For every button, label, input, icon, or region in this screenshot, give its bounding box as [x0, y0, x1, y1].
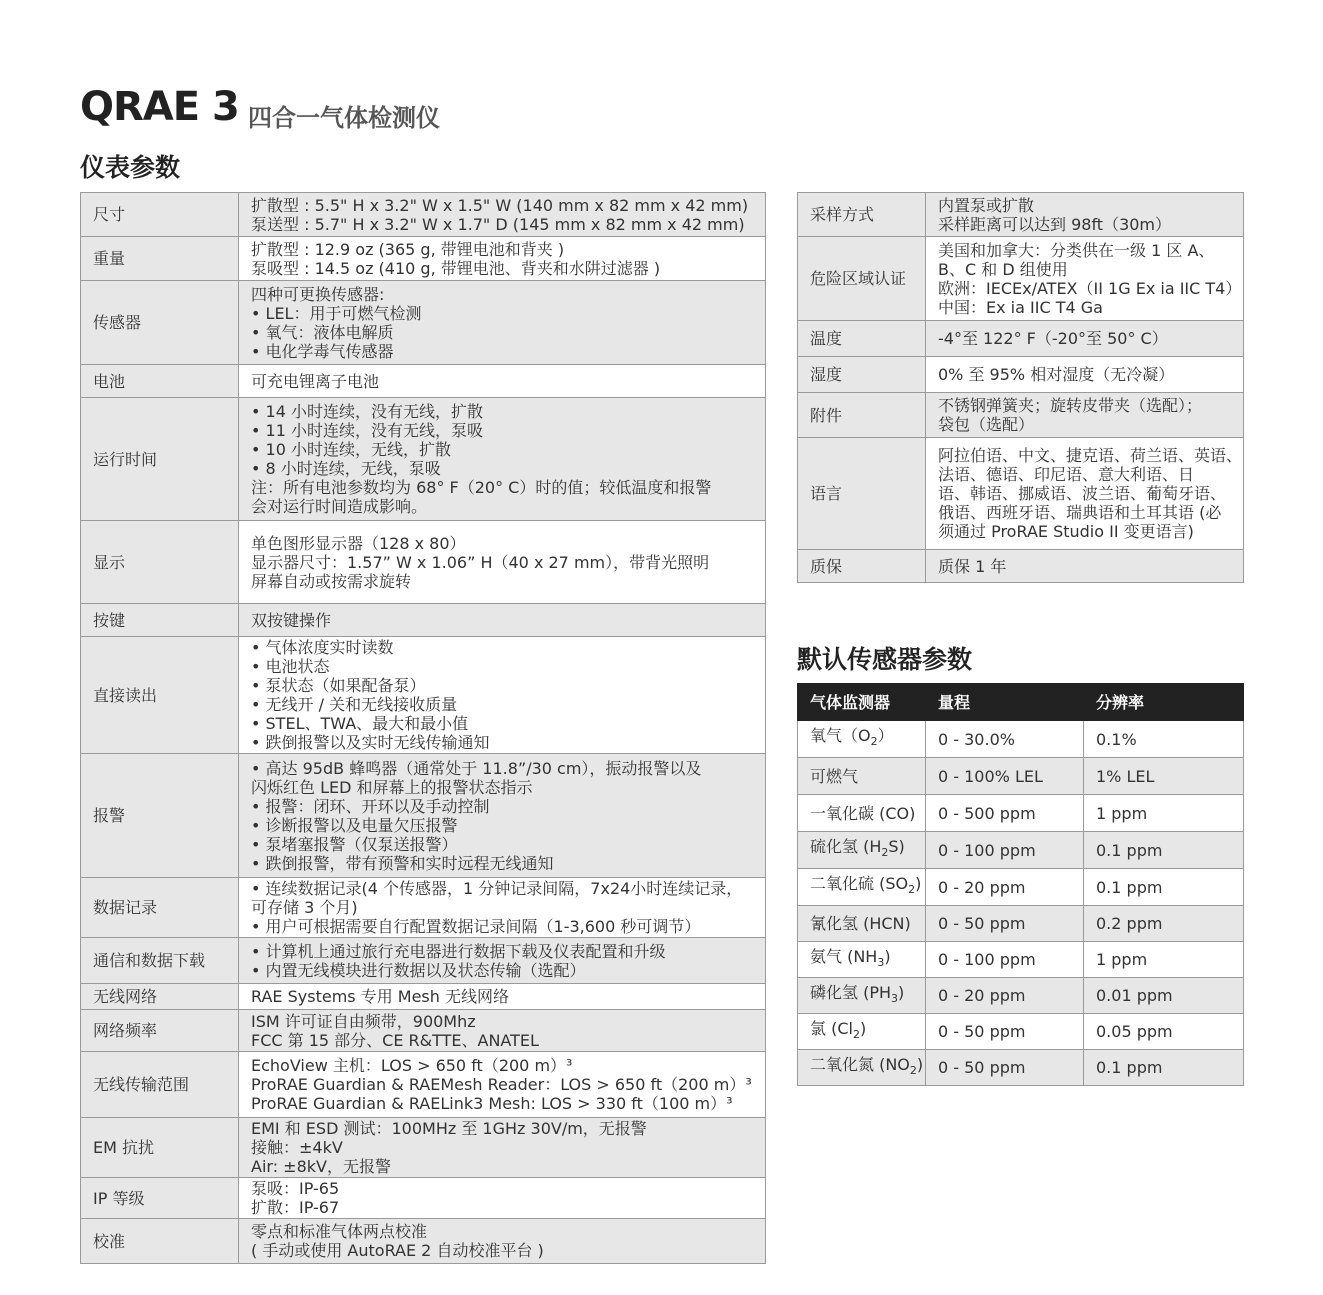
specs_right-value-line: 内置泵或扩散 — [938, 195, 1035, 215]
sensor-row — [798, 1050, 1244, 1086]
specs_left-value — [239, 984, 766, 1010]
specs_right-value — [926, 237, 1244, 321]
specs-section-title: 仪表参数 — [80, 153, 181, 182]
sensor-gas-subscript: 2 — [870, 735, 878, 749]
specs_left-value — [239, 237, 766, 281]
specs_right-label: 湿度 — [798, 357, 926, 393]
specs_left-value-line: ProRAE Guardian & RAELink3 Mesh: LOS > 330 ft（100 m）³ — [251, 1094, 733, 1113]
specs_left-row — [81, 1178, 766, 1219]
specs_left-value — [239, 637, 766, 754]
specs_left-value-line: 闪烁红色 LED 和屏幕上的报警状态指示 — [251, 777, 533, 797]
specs_left-value-line: 可存储 3 个月) — [251, 898, 358, 917]
sensor-resolution: 0.1% — [1084, 721, 1244, 758]
specs_left-value-line: • 报警：闭环、开环以及手动控制 — [251, 796, 490, 816]
specs_left-label: 网络频率 — [81, 1010, 239, 1052]
specs_left-label: 报警 — [81, 754, 239, 878]
sensor-gas-name: 氯 (Cl — [810, 1018, 853, 1038]
specs_left-value-line: Air: ±8kV，无报警 — [251, 1157, 391, 1176]
sensor-gas-subscript: 3 — [877, 956, 885, 970]
sensor-range: 0 - 100% LEL — [926, 758, 1084, 795]
sensor-gas — [798, 1014, 926, 1050]
sensor-range: 0 - 100 ppm — [926, 832, 1084, 869]
sensor-gas-subscript: 2 — [909, 1064, 917, 1078]
specs_left-value-line: 扩散型 : 5.5" H x 3.2" W x 1.5" W (140 mm x 82 mm x 42 mm) — [251, 195, 749, 215]
specs_left-value-line: • 11 小时连续，没有无线，泵吸 — [251, 421, 483, 440]
specs_left-value-line: • 连续数据记录(4 个传感器，1 分钟记录间隔，7x24小时连续记录， — [251, 879, 743, 898]
specs_left-value-line: FCC 第 15 部分、CE R&TTE、ANATEL — [251, 1030, 539, 1050]
specs_left-value-line: • 氧气：液体电解质 — [251, 322, 394, 342]
specs_left-row — [81, 984, 766, 1010]
specs_left-value-line: 可充电锂离子电池 — [251, 371, 380, 391]
sensor-resolution: 0.2 ppm — [1084, 906, 1244, 942]
sensor-row — [798, 1014, 1244, 1050]
specs_left-value-line: • 用户可根据需要自行配置数据记录间隔（1-3,600 秒可调节） — [251, 917, 701, 936]
specs_left-label: 显示 — [81, 521, 239, 604]
sensor-gas-name: 可燃气 — [810, 766, 859, 786]
specs_right-label: 温度 — [798, 321, 926, 357]
sensor-row — [798, 758, 1244, 795]
product-subtitle: 四合一气体检测仪 — [248, 104, 440, 132]
specs_right-value-line: -4°至 122° F（-20°至 50° C） — [938, 329, 1168, 348]
specs_left-row — [81, 938, 766, 984]
sensor-range: 0 - 50 ppm — [926, 1014, 1084, 1050]
specs_left-value-line: • 泵堵塞报警（仅泵送报警） — [251, 834, 458, 854]
specs_right-value-line: 阿拉伯语、中文、捷克语、荷兰语、英语、 — [938, 446, 1243, 465]
sensor-row — [798, 978, 1244, 1014]
specs_left-value — [239, 1219, 766, 1264]
specs_left-value-line: • 气体浓度实时读数 — [251, 638, 394, 657]
specs_right-value-line: B、C 和 D 组使用 — [938, 259, 1068, 279]
specs_left-row — [81, 193, 766, 237]
sensor-gas-subscript: 3 — [891, 992, 899, 1006]
specs_left-label: 无线网络 — [81, 984, 239, 1010]
specs_left-value-line: • 无线开 / 关和无线接收质量 — [251, 695, 458, 714]
header-resolution: 分辨率 — [1084, 684, 1244, 721]
sensor-gas-name: 氧气（O — [810, 726, 871, 746]
specs_right-value — [926, 393, 1244, 438]
sensor-gas-subscript: 2 — [908, 883, 916, 897]
specs_left-value-line: • 电化学毒气传感器 — [251, 341, 394, 361]
specs_left-label: 数据记录 — [81, 878, 239, 938]
sensor-gas-tail: ) — [884, 946, 891, 966]
specs_left-label: 运行时间 — [81, 398, 239, 521]
specs_left-value-line: EchoView 主机：LOS > 650 ft（200 m）³ — [251, 1056, 573, 1075]
specs_left-label: 通信和数据下载 — [81, 938, 239, 984]
specs_left-value — [239, 1010, 766, 1052]
specs_left-label: 无线传输范围 — [81, 1052, 239, 1118]
specs_left-value — [239, 398, 766, 521]
specs_left-value — [239, 193, 766, 237]
specs_right-value-line: 语、韩语、挪威语、波兰语、葡萄牙语、 — [938, 484, 1227, 503]
sensor-resolution: 0.1 ppm — [1084, 1050, 1244, 1086]
specs_left-label: IP 等级 — [81, 1178, 239, 1219]
spec-table-left — [80, 192, 766, 1264]
specs_right-value — [926, 357, 1244, 393]
specs_right-value-line: 0% 至 95% 相对湿度（无冷凝） — [938, 365, 1175, 384]
specs_left-row — [81, 1010, 766, 1052]
specs_left-value-line: 零点和标准气体两点校准 — [251, 1222, 428, 1241]
sensor-row — [798, 906, 1244, 942]
sensor-gas-subscript: 2 — [852, 1028, 860, 1042]
specs_left-value-line: • 高达 95dB 蜂鸣器（通常处于 11.8”/30 cm），振动报警以及 — [251, 758, 702, 778]
sensor-row — [798, 832, 1244, 869]
specs_left-row — [81, 281, 766, 365]
specs_right-value-line: 欧洲：IECEx/ATEX（II 1G Ex ia IIC T4） — [938, 278, 1242, 298]
specs_right-row — [798, 438, 1244, 550]
sensor-gas-tail: ） — [877, 726, 894, 746]
specs_left-value-line: • 跌倒报警，带有预警和实时远程无线通知 — [251, 853, 554, 873]
specs_right-value — [926, 438, 1244, 550]
specs_right-label: 采样方式 — [798, 193, 926, 237]
specs_left-value-line: ProRAE Guardian & RAEMesh Reader：LOS > 650 ft（200 m）³ — [251, 1075, 752, 1094]
specs_right-row — [798, 393, 1244, 438]
specs_left-value-line: 屏幕自动或按需求旋转 — [251, 571, 412, 591]
sensor-range: 0 - 500 ppm — [926, 795, 1084, 832]
specs_left-value-line: 会对运行时间造成影响。 — [251, 497, 428, 516]
sensor-gas-name: 二氧化硫 (SO — [810, 874, 909, 894]
specs_right-row — [798, 193, 1244, 237]
specs_left-row — [81, 754, 766, 878]
sensor-range: 0 - 50 ppm — [926, 1050, 1084, 1086]
specs_left-value-line: • 14 小时连续，没有无线，扩散 — [251, 402, 483, 421]
specs_right-row — [798, 237, 1244, 321]
specs_left-row — [81, 1219, 766, 1264]
specs_right-value-line: 不锈钢弹簧夹；旋转皮带夹（选配）； — [938, 396, 1203, 415]
specs_right-value — [926, 193, 1244, 237]
specs_left-value-line: 单色图形显示器（128 x 80） — [251, 533, 466, 553]
specs_left-value — [239, 521, 766, 604]
specs_right-row — [798, 357, 1244, 393]
specs_left-value — [239, 938, 766, 984]
specs_right-value-line: 采样距离可以达到 98ft（30m） — [938, 214, 1172, 234]
sensor-gas-tail: ) — [916, 1054, 924, 1074]
specs_left-label: 按键 — [81, 604, 239, 637]
sensor-gas-tail: ) — [859, 1018, 867, 1038]
specs_left-value — [239, 1052, 766, 1118]
sensor-row — [798, 721, 1244, 758]
sensor-gas-name: 一氧化碳 (CO) — [810, 803, 916, 823]
specs_left-label: 电池 — [81, 365, 239, 398]
sensor-resolution: 0.05 ppm — [1084, 1014, 1244, 1050]
specs_left-value-line: • 诊断报警以及电量欠压报警 — [251, 815, 458, 835]
specs_left-row — [81, 637, 766, 754]
specs_left-label: 直接读出 — [81, 637, 239, 754]
specs_left-value-line: • 内置无线模块进行数据以及状态传输（选配） — [251, 960, 586, 980]
specs_left-value-line: 泵吸型 : 14.5 oz (410 g, 带锂电池、背夹和水阱过滤器 ) — [251, 258, 661, 278]
specs_left-value-line: 扩散型 : 12.9 oz (365 g, 带锂电池和背夹 ) — [251, 239, 565, 259]
sensor-gas — [798, 758, 926, 795]
sensor-range: 0 - 100 ppm — [926, 942, 1084, 978]
sensor-gas-name: 磷化氢 (PH — [810, 982, 892, 1002]
spec-table-right — [797, 192, 1244, 583]
specs_right-row — [798, 550, 1244, 583]
specs_left-label: 校准 — [81, 1219, 239, 1264]
specs_right-value — [926, 321, 1244, 357]
specs_left-value-line: • 泵状态（如果配备泵） — [251, 676, 426, 695]
specs_right-row — [798, 321, 1244, 357]
specs_left-value-line: 接触：±4kV — [251, 1138, 343, 1157]
sensor-gas — [798, 721, 926, 758]
product-title: QRAE 3 — [80, 84, 239, 130]
sensor-resolution: 1 ppm — [1084, 942, 1244, 978]
specs_right-label: 危险区域认证 — [798, 237, 926, 321]
sensor-resolution: 1 ppm — [1084, 795, 1244, 832]
specs_left-value — [239, 365, 766, 398]
specs_left-value-line: 泵吸：IP-65 — [251, 1179, 340, 1198]
specs_left-value-line: 泵送型 : 5.7" H x 3.2" W x 1.7" D (145 mm x 82 mm x 42 mm) — [251, 214, 745, 234]
header-range: 量程 — [926, 684, 1084, 721]
specs_left-value-line: • 8 小时连续，无线，泵吸 — [251, 459, 441, 478]
specs_left-value — [239, 878, 766, 938]
specs_left-value-line: 注：所有电池参数均为 68° F（20° C）时的值；较低温度和报警 — [251, 478, 712, 497]
sensor-gas-name: 氨气 (NH — [810, 946, 878, 966]
specs_left-value — [239, 754, 766, 878]
specs_left-row — [81, 878, 766, 938]
specs_left-value-line: 四种可更换传感器: — [251, 284, 385, 304]
specs_left-row — [81, 365, 766, 398]
sensor-gas-tail: ) — [915, 874, 922, 894]
specs_right-label: 质保 — [798, 550, 926, 583]
specs_left-value-line: • 电池状态 — [251, 657, 330, 676]
sensor-range: 0 - 20 ppm — [926, 978, 1084, 1014]
specs_left-value-line: • STEL、TWA、最大和最小值 — [251, 714, 469, 733]
sensor-gas-name: 氰化氢 (HCN) — [810, 914, 911, 933]
specs_left-value — [239, 1178, 766, 1219]
sensor-table — [797, 683, 1244, 1086]
sensor-gas-tail: ) — [898, 982, 905, 1002]
specs_left-row — [81, 237, 766, 281]
specs_right-label: 语言 — [798, 438, 926, 550]
specs_left-row — [81, 1118, 766, 1178]
specs_left-label: 传感器 — [81, 281, 239, 365]
specs_left-value-line: 显示器尺寸：1.57” W x 1.06” H（40 x 27 mm），带背光照明 — [251, 552, 710, 572]
specs_right-value-line: 须通过 ProRAE Studio II 变更语言) — [938, 522, 1194, 541]
sensor-resolution: 1% LEL — [1084, 758, 1244, 795]
sensor-header-row — [798, 684, 1244, 721]
specs_left-row — [81, 1052, 766, 1118]
sensor-resolution: 0.1 ppm — [1084, 832, 1244, 869]
specs_left-value-line: 双按键操作 — [251, 610, 332, 630]
sensor-gas — [798, 832, 926, 869]
specs_left-row — [81, 521, 766, 604]
specs_left-value-line: RAE Systems 专用 Mesh 无线网络 — [251, 987, 509, 1006]
specs_right-value-line: 俄语、西班牙语、瑞典语和土耳其语 (必 — [938, 503, 1222, 522]
specs_left-value-line: • 10 小时连续，无线，扩散 — [251, 440, 451, 459]
sensor-gas — [798, 869, 926, 906]
header-gas: 气体监测器 — [798, 684, 926, 721]
specs_right-value-line: 中国：Ex ia IIC T4 Ga — [938, 297, 1103, 317]
sensor-gas-name: 硫化氢 (H — [810, 837, 882, 857]
specs_left-row — [81, 398, 766, 521]
sensor-gas-subscript: 2 — [881, 846, 889, 860]
sensor-gas — [798, 1050, 926, 1086]
specs_left-label: EM 抗扰 — [81, 1118, 239, 1178]
sensor-row — [798, 869, 1244, 906]
specs_left-label: 尺寸 — [81, 193, 239, 237]
specs_left-value-line: • LEL：用于可燃气检测 — [251, 303, 422, 323]
specs_right-label: 附件 — [798, 393, 926, 438]
sensor-range: 0 - 20 ppm — [926, 869, 1084, 906]
specs_left-value — [239, 281, 766, 365]
sensor-range: 0 - 50 ppm — [926, 906, 1084, 942]
specs_right-value-line: 美国和加拿大：分类供在一级 1 区 A、 — [938, 240, 1215, 260]
sensor-gas-name: 二氧化氮 (NO — [810, 1054, 910, 1074]
specs_left-value — [239, 1118, 766, 1178]
sensor-resolution: 0.1 ppm — [1084, 869, 1244, 906]
sensor-range: 0 - 30.0% — [926, 721, 1084, 758]
sensor-gas — [798, 906, 926, 942]
specs_left-value-line: • 跌倒报警以及实时无线传输通知 — [251, 733, 490, 752]
specs_right-value-line: 质保 1 年 — [938, 556, 1007, 576]
sensor-row — [798, 942, 1244, 978]
specs_right-value-line: 法语、德语、印尼语、意大利语、日 — [938, 465, 1195, 484]
specs_left-value-line: • 计算机上通过旅行充电器进行数据下载及仪表配置和升级 — [251, 941, 666, 961]
specs_left-value-line: EMI 和 ESD 测试：100MHz 至 1GHz 30V/m，无报警 — [251, 1119, 647, 1138]
specs_right-value-line: 袋包（选配） — [938, 415, 1035, 434]
sensor-gas — [798, 795, 926, 832]
sensors-section-title: 默认传感器参数 — [797, 645, 973, 674]
sensor-gas — [798, 942, 926, 978]
specs_right-value — [926, 550, 1244, 583]
specs_left-value-line: ISM 许可证自由频带，900Mhz — [251, 1011, 476, 1031]
sensor-resolution: 0.01 ppm — [1084, 978, 1244, 1014]
sensor-gas — [798, 978, 926, 1014]
sensor-gas-tail: S) — [888, 837, 905, 857]
specs_left-label: 重量 — [81, 237, 239, 281]
specs_left-value-line: ( 手动或使用 AutoRAE 2 自动校准平台 ) — [251, 1241, 544, 1260]
specs_left-value-line: 扩散：IP-67 — [251, 1198, 340, 1217]
specs_left-value — [239, 604, 766, 637]
sensor-row — [798, 795, 1244, 832]
specs_left-row — [81, 604, 766, 637]
